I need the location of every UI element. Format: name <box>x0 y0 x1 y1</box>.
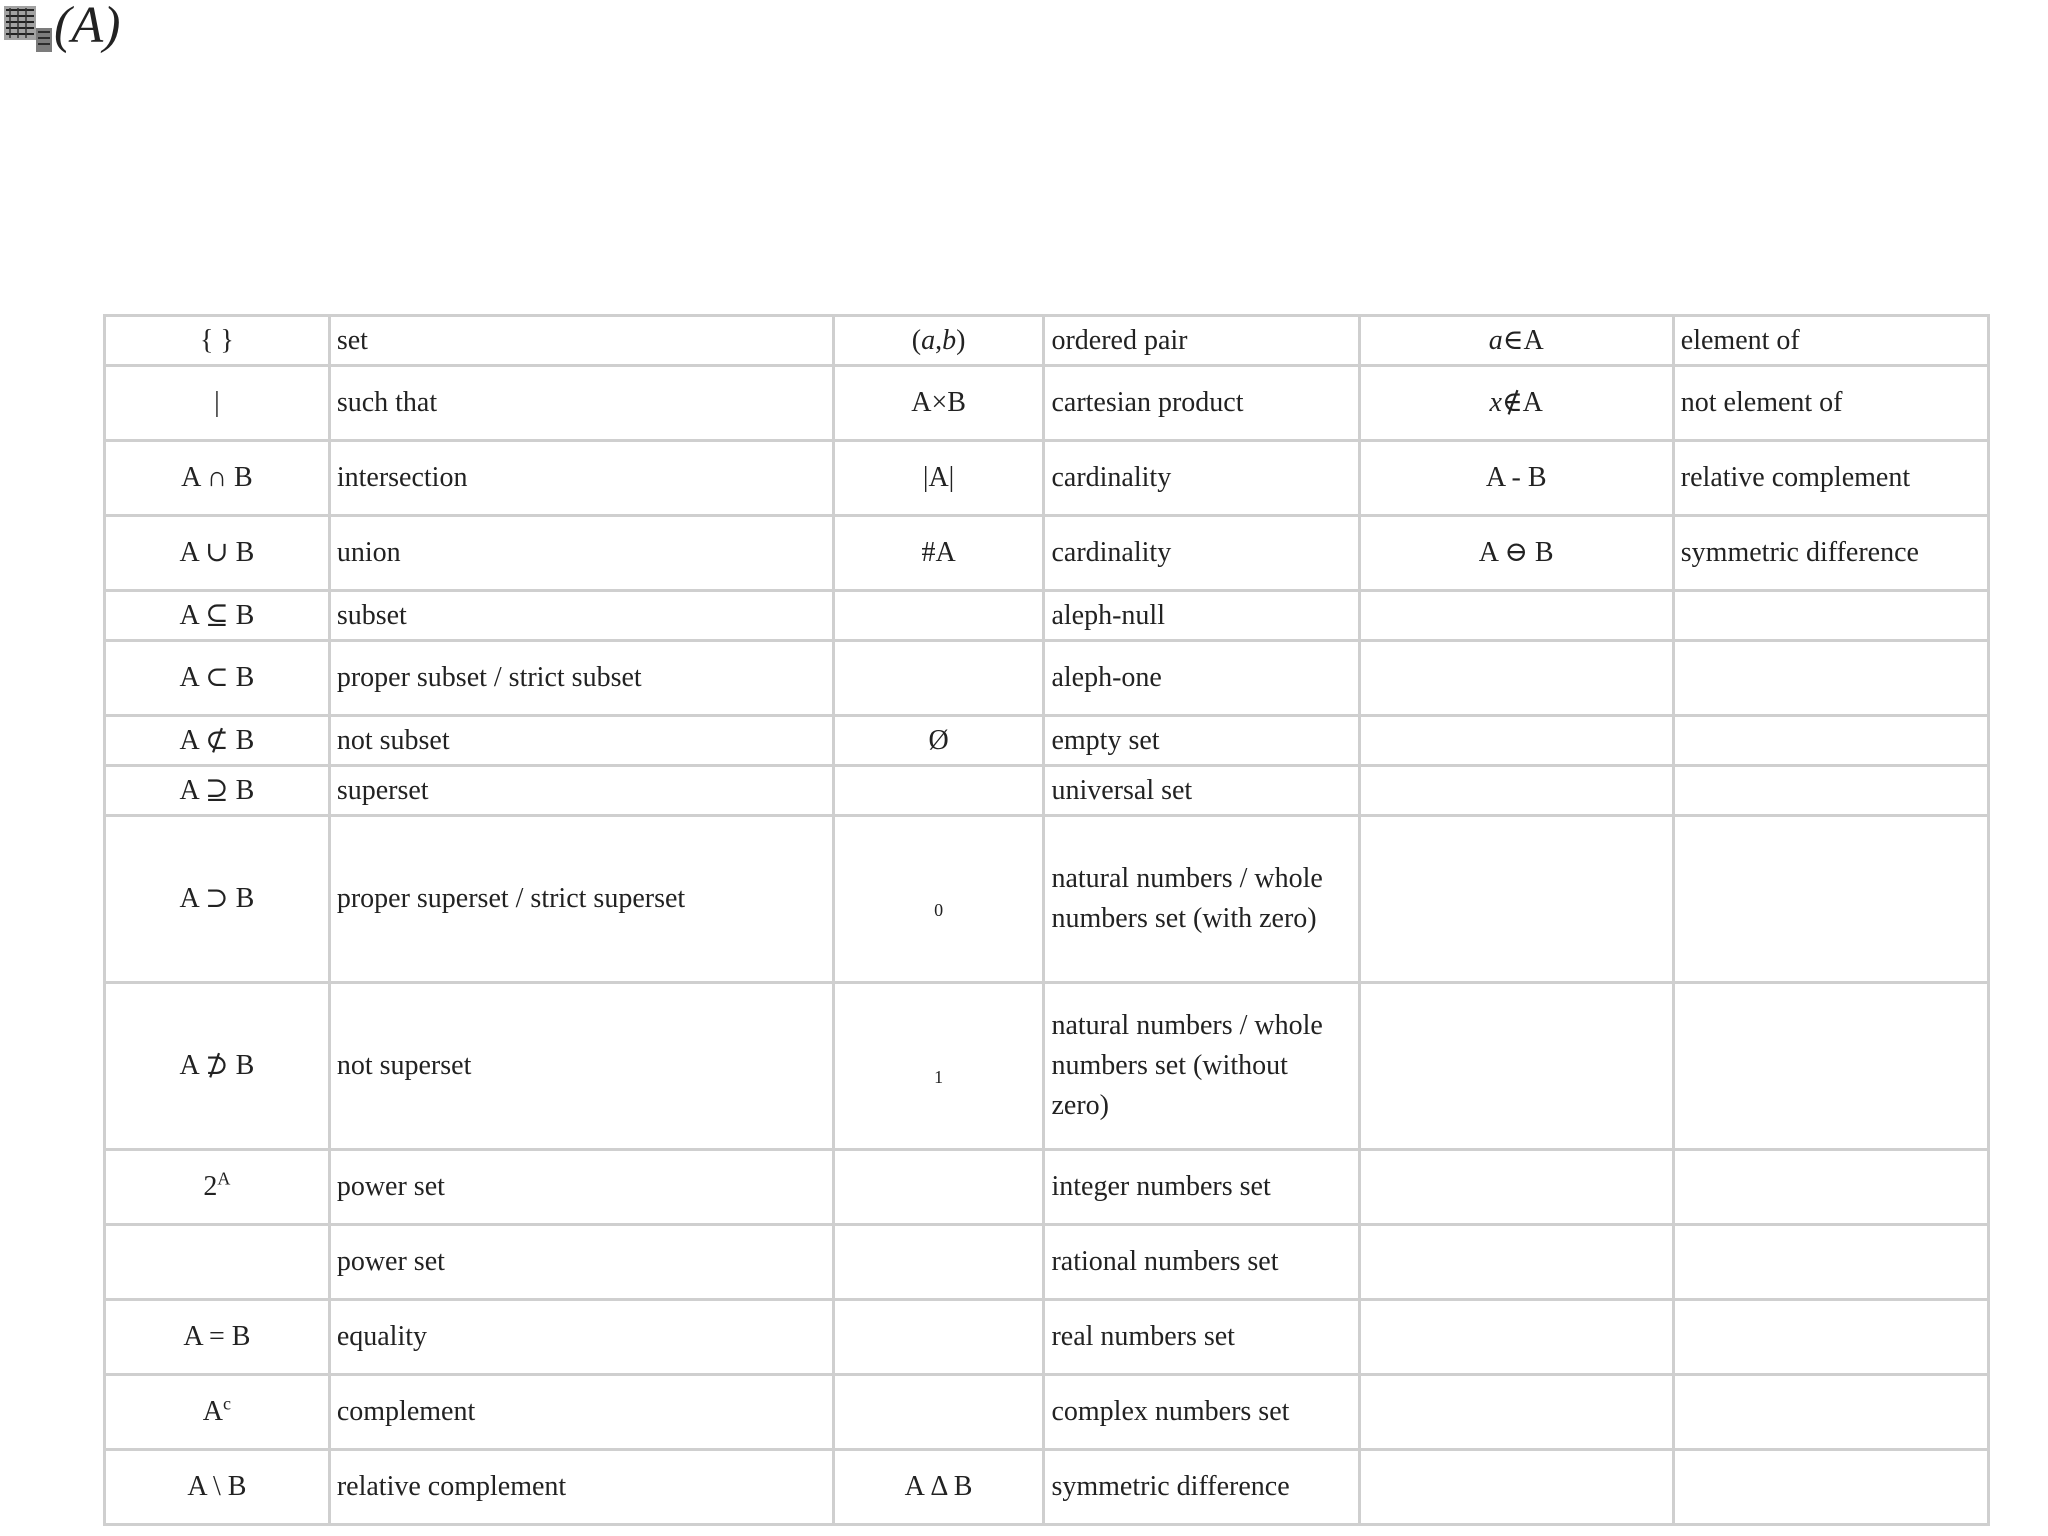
symbol-cell: A ⊃ B <box>105 816 330 983</box>
table-row <box>105 316 1989 366</box>
description-cell <box>1673 641 1988 716</box>
description-cell: cartesian product <box>1044 366 1359 441</box>
set-symbols-table <box>103 314 1990 1526</box>
symbol-part: 0 <box>934 900 944 920</box>
symbol-part: 2 <box>203 1171 218 1202</box>
description-cell <box>1673 766 1988 816</box>
symbol-cell: A ∪ B <box>105 516 330 591</box>
symbol-part: A <box>217 1168 231 1189</box>
symbol-cell <box>1359 316 1673 366</box>
symbol-cell: A ⊅ B <box>105 983 330 1150</box>
description-cell: proper superset / strict superset <box>329 816 833 983</box>
symbol-cell <box>1359 1300 1673 1375</box>
symbol-part: a <box>921 324 936 356</box>
symbol-part: b <box>942 324 957 356</box>
symbol-cell <box>1359 366 1673 441</box>
description-cell <box>1673 1225 1988 1300</box>
symbol-cell <box>1359 1450 1673 1525</box>
description-cell: power set <box>329 1150 833 1225</box>
description-cell <box>1673 1450 1988 1525</box>
symbol-cell <box>1359 1225 1673 1300</box>
description-cell: intersection <box>329 441 833 516</box>
description-cell: power set <box>329 1225 833 1300</box>
description-cell <box>1673 1150 1988 1225</box>
description-cell: set <box>329 316 833 366</box>
symbol-cell <box>105 1150 330 1225</box>
description-cell: element of <box>1673 316 1988 366</box>
description-cell: not element of <box>1673 366 1988 441</box>
symbol-cell: |A| <box>833 441 1044 516</box>
table-row <box>105 716 1989 766</box>
description-cell <box>1673 983 1988 1150</box>
symbol-cell: #A <box>833 516 1044 591</box>
description-cell: not superset <box>329 983 833 1150</box>
description-cell <box>1673 591 1988 641</box>
description-cell: equality <box>329 1300 833 1375</box>
symbol-cell: A ∩ B <box>105 441 330 516</box>
table-row <box>105 366 1989 441</box>
description-cell: not subset <box>329 716 833 766</box>
symbol-part: c <box>223 1393 232 1414</box>
symbol-cell: { } <box>105 316 330 366</box>
description-cell: integer numbers set <box>1044 1150 1359 1225</box>
symbol-part: A <box>202 1396 224 1427</box>
symbol-cell: A ⊆ B <box>105 591 330 641</box>
symbol-cell <box>833 591 1044 641</box>
table-row <box>105 1450 1989 1525</box>
symbol-part: ∈A <box>1502 324 1544 356</box>
symbol-cell <box>833 641 1044 716</box>
description-cell <box>1673 1375 1988 1450</box>
table-row <box>105 516 1989 591</box>
symbol-cell: A = B <box>105 1300 330 1375</box>
symbol-cell <box>833 1150 1044 1225</box>
description-cell: cardinality <box>1044 441 1359 516</box>
description-cell: union <box>329 516 833 591</box>
garbled-glyph-icon <box>0 0 58 58</box>
symbol-cell <box>1359 816 1673 983</box>
description-cell <box>1673 816 1988 983</box>
symbol-cell <box>105 1375 330 1450</box>
description-cell: complex numbers set <box>1044 1375 1359 1450</box>
symbol-cell: A ⊂ B <box>105 641 330 716</box>
symbol-cell: A×B <box>833 366 1044 441</box>
table-row <box>105 766 1989 816</box>
corner-text: (A) <box>54 0 121 54</box>
table-row <box>105 1300 1989 1375</box>
symbol-cell <box>833 1225 1044 1300</box>
description-cell <box>1673 1300 1988 1375</box>
symbol-part: , <box>935 324 943 356</box>
symbol-cell <box>1359 1150 1673 1225</box>
symbol-cell <box>105 1225 330 1300</box>
table-row <box>105 441 1989 516</box>
symbol-part: 1 <box>934 1067 944 1087</box>
description-cell: aleph-one <box>1044 641 1359 716</box>
symbol-cell <box>833 816 1044 983</box>
table-row <box>105 1150 1989 1225</box>
symbol-cell <box>833 766 1044 816</box>
table-row <box>105 641 1989 716</box>
corner-formula-fragment <box>0 0 120 60</box>
description-cell: empty set <box>1044 716 1359 766</box>
description-cell: such that <box>329 366 833 441</box>
table-row <box>105 983 1989 1150</box>
symbol-part: x <box>1489 387 1502 418</box>
description-cell: ordered pair <box>1044 316 1359 366</box>
symbol-cell: A - B <box>1359 441 1673 516</box>
symbol-part: ) <box>956 324 966 356</box>
description-cell: proper subset / strict subset <box>329 641 833 716</box>
symbol-cell: A ⊖ B <box>1359 516 1673 591</box>
symbol-cell <box>1359 591 1673 641</box>
description-cell: complement <box>329 1375 833 1450</box>
symbol-cell: Ø <box>833 716 1044 766</box>
table-row <box>105 591 1989 641</box>
symbol-cell <box>833 1300 1044 1375</box>
symbol-cell <box>1359 641 1673 716</box>
symbol-cell: A Δ B <box>833 1450 1044 1525</box>
symbol-cell: A \ B <box>105 1450 330 1525</box>
description-cell: relative complement <box>329 1450 833 1525</box>
description-cell: real numbers set <box>1044 1300 1359 1375</box>
symbol-cell: A ⊇ B <box>105 766 330 816</box>
symbol-cell <box>833 983 1044 1150</box>
description-cell: rational numbers set <box>1044 1225 1359 1300</box>
table-row <box>105 1225 1989 1300</box>
symbol-cell <box>1359 766 1673 816</box>
symbol-cell <box>1359 716 1673 766</box>
symbol-cell: A ⊄ B <box>105 716 330 766</box>
symbol-part: ( <box>911 324 922 356</box>
description-cell: natural numbers / whole numbers set (with zero) <box>1044 816 1359 983</box>
symbol-part: ∉A <box>1501 387 1543 418</box>
description-cell: natural numbers / whole numbers set (without zero) <box>1044 983 1359 1150</box>
description-cell: symmetric difference <box>1044 1450 1359 1525</box>
symbol-cell <box>833 1375 1044 1450</box>
symbol-part: a <box>1488 324 1503 356</box>
description-cell: superset <box>329 766 833 816</box>
description-cell <box>1673 716 1988 766</box>
description-cell: aleph-null <box>1044 591 1359 641</box>
symbol-cell: | <box>105 366 330 441</box>
table-row <box>105 1375 1989 1450</box>
description-cell: relative complement <box>1673 441 1988 516</box>
symbol-cell <box>1359 983 1673 1150</box>
description-cell: universal set <box>1044 766 1359 816</box>
description-cell: subset <box>329 591 833 641</box>
symbol-cell <box>833 316 1044 366</box>
description-cell: cardinality <box>1044 516 1359 591</box>
description-cell: symmetric difference <box>1673 516 1988 591</box>
symbol-cell <box>1359 1375 1673 1450</box>
table-row <box>105 816 1989 983</box>
